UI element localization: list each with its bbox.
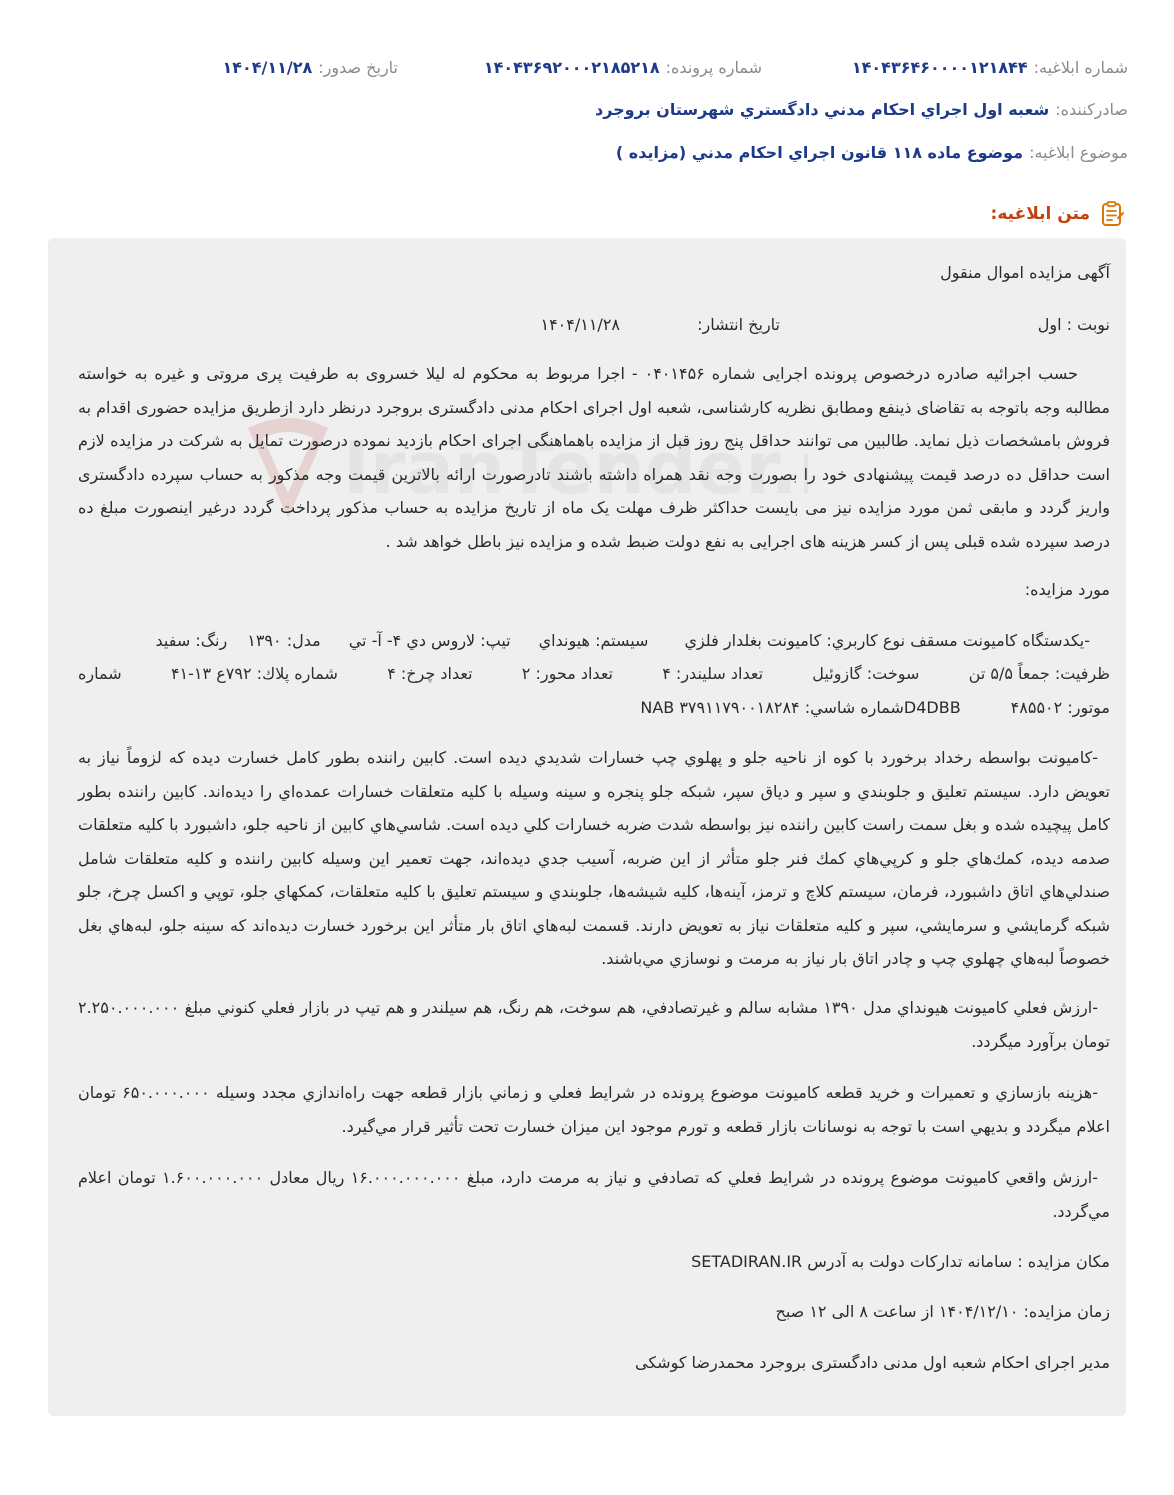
notice-heading: آگهی مزایده اموال منقول <box>940 263 1110 282</box>
spec-capacity: ظرفيت: جمعاً ۵/۵ تن <box>968 664 1110 683</box>
spec-model: مدل: ۱۳۹۰ <box>247 631 321 650</box>
spec-number-label: شماره <box>78 664 122 683</box>
paragraph-actual-value: -ارزش واقعي كاميونت موضوع پرونده در شرايط فعلي كه تصادفي و نياز به مرمت دارد، مبلغ ۱۶.۰۰۰.۰۰۰.۰۰۰ ريال معادل ۱.۶۰۰.۰۰۰.۰۰۰ تومان اعلام مي‌گردد. <box>78 1168 1110 1221</box>
issue-date-value: ۱۴۰۴/۱۱/۲۸ <box>222 58 313 77</box>
subject-value: موضوع ماده ۱۱۸ قانون اجراي احكام مدني (مزايده ) <box>615 143 1024 162</box>
spec-fuel: سوخت: گازوئيل <box>812 664 920 683</box>
auction-place: مکان مزایده : سامانه تداركات دولت به آدرس SETADIRAN.IR <box>691 1252 1110 1271</box>
spec-wheels: تعداد چرخ: ۴ <box>387 664 473 683</box>
publication-date: ۱۴۰۴/۱۱/۲۸ <box>540 315 620 334</box>
notice-number-label: شماره ابلاغیه: <box>1033 58 1128 77</box>
spec-line-3 <box>78 691 1110 725</box>
paragraph-terms: حسب اجرائیه صادره درخصوص پرونده اجرایی شماره ۰۴۰۱۴۵۶ - اجرا مربوط به محکوم له لیلا خسروی به طرفیت پری مروتی و غیره به خواسته مطالبه وجه باتوجه به تقاضای ذینفع ومطابق نظریه کارشناسی، شعبه اول اجرای احکام مدنی دادگستری بروجرد درنظر دارد ازطریق مزایده حضوری اقدام به فروش بامشخصات ذیل نماید. طالبین می توانند حداقل پنج روز قبل از مزایده باهماهنگی اجرای احکام بازدید نموده درصورت تمایل به شرکت در مزایده لازم است حداقل ده درصد قیمت پیشنهادی خود را بصورت وجه نقد همراه داشته باشند تادرصورت ارائه بالاترین قیمت وجه مذکور به حساب سپرده دادگستری واریز گردد و مابقی ثمن مورد مزایده نیز می بایست حداکثر ظرف مهلت یک ماه از تاریخ مزایده به حساب مذکور پرداخت گردد درغیر اینصورت مبلغ ده درصد سپرده شده قبلی پس از کسر هزینه های اجرایی به نفع دولت ضبط شده و مزایده نیز باطل خواهد شد . <box>78 364 1110 551</box>
signature: مدیر اجرای احکام شعبه اول مدنی دادگستری بروجرد محمدرضا کوشکی <box>634 1353 1110 1372</box>
case-number-label: شماره پرونده: <box>665 58 762 77</box>
spec-engine: موتور: ۴۸۵۵۰۲ <box>1010 698 1110 717</box>
issuer-value: شعبه اول اجراي احكام مدني دادگستري شهرستان بروجرد <box>594 100 1050 119</box>
paragraph-damage: -كاميونت بواسطه رخداد برخورد با كوه از ناحيه جلو و پهلوي چپ خسارات شديدي ديده است. كابين راننده بطور كامل خسارت ديده كه لزوماً نياز به تعويض دارد. سيستم تعليق و جلوبندي و سپر و دياق سپر، شبكه جلو پنجره و سينه وسيله با كليه متعلقات خسارات عمده‌اي را ديده‌اند. كابين راننده بطور كامل پيچيده شده و بغل سمت راست كابين راننده نيز بواسطه شدت ضربه خسارات كلي ديده است. شاسي‌هاي كابين از ناحيه جلو، داشبورد با كليه متعلقات صدمه ديده، كمك‌هاي جلو و كرپي‌هاي كمك فنر جلو متأثر از اين ضربه، آسيب جدي ديده‌اند، جهت تعمير اين وسيله كابين راننده و كليه متعلقات شامل صندلي‌هاي اتاق داشبورد، فرمان، سيستم كلاچ و ترمز، آينه‌ها، كليه شيشه‌ها، جلوبندي و سيستم تعليق با كليه متعلقات، كمكهاي جلو، توپي و اكسل چرخ، جلو شبكه گرمايشي و سرمايشي، سپر و كليه متعلقات نياز به تعويض دارند. قسمت لبه‌هاي اتاق بار متأثر اين برخورد خسارت ديده‌اند كه سينه جلو، لبه‌هاي بغل خصوصاً لبه‌هاي چهلوي چپ و چادر اتاق بار نياز به مرمت و نوسازي مي‌باشند. <box>78 748 1110 968</box>
spec-cylinders: تعداد سلیندر: ۴ <box>662 664 764 683</box>
spec-chassis: D4DBBشماره شاسي: NAB ۳۷۹۱۱۷۹۰۰۱۸۲۸۴ <box>640 698 961 717</box>
issue-date-label: تاریخ صدور: <box>318 58 398 77</box>
spec-system: سيستم: هيونداي <box>538 631 649 650</box>
subject-row <box>46 141 1128 165</box>
auction-time: زمان مزایده: ۱۴۰۴/۱۲/۱۰ از ساعت ۸ الی ۱۲ صبح <box>775 1302 1110 1321</box>
notice-text-title: متن ابلاغیه: <box>990 204 1090 224</box>
spec-color: رنگ: سفيد <box>155 631 228 650</box>
document-icon <box>1098 200 1126 228</box>
paragraph-market-value: -ارزش فعلي كاميونت هيونداي مدل ۱۳۹۰ مشابه سالم و غيرتصادفي، هم سوخت، هم رنگ، هم سيلندر و هم تيپ در بازار فعلي كنوني مبلغ ۲.۲۵۰.۰۰۰.۰۰۰ تومان برآورد ميگردد. <box>78 998 1110 1051</box>
issue-date <box>222 56 398 80</box>
spec-line-1 <box>78 624 1110 658</box>
publication-date-label: تاریخ انتشار: <box>697 315 780 334</box>
issuer-label: صادرکننده: <box>1055 100 1128 119</box>
spec-usage-type: -يكدستگاه كاميونت مسقف نوع كاربري: كاميونت بغلدار فلزي <box>684 631 1090 650</box>
spec-line-2 <box>78 657 1110 691</box>
notice-text-heading <box>991 200 1126 228</box>
issuer-row <box>46 98 1128 122</box>
subject-label: موضوع ابلاغیه: <box>1029 143 1128 162</box>
case-number-value: ۱۴۰۴۳۶۹۲۰۰۰۲۱۸۵۲۱۸ <box>483 58 660 77</box>
spec-type: تيپ: لاروس دي ۴- آ- تي <box>348 631 511 650</box>
notice-number-value: ۱۴۰۴۳۶۴۶۰۰۰۰۱۲۱۸۴۴ <box>851 58 1028 77</box>
round-text: نوبت : اول <box>1037 315 1110 334</box>
paragraph-repair-cost: -هزينه بازسازي و تعميرات و خريد قطعه كاميونت موضوع پرونده در شرايط فعلي و زماني بازار قطعه جهت راه‌اندازي مجدد وسيله ۶۵۰.۰۰۰.۰۰۰ تومان اعلام ميگردد و بديهي است با توجه به نوسانات بازار قطعه و تورم موجود اين ميزان خسارت تحت تأثير قرار مي‌گيرد. <box>78 1083 1110 1136</box>
spec-axles: تعداد محور: ۲ <box>521 664 613 683</box>
notice-number <box>852 56 1128 80</box>
spec-plate: شماره پلاك: ۷۹۲ع ۱۳-۴۱ <box>170 664 338 683</box>
item-heading: مورد مزایده: <box>1024 580 1110 599</box>
case-number <box>484 56 762 80</box>
